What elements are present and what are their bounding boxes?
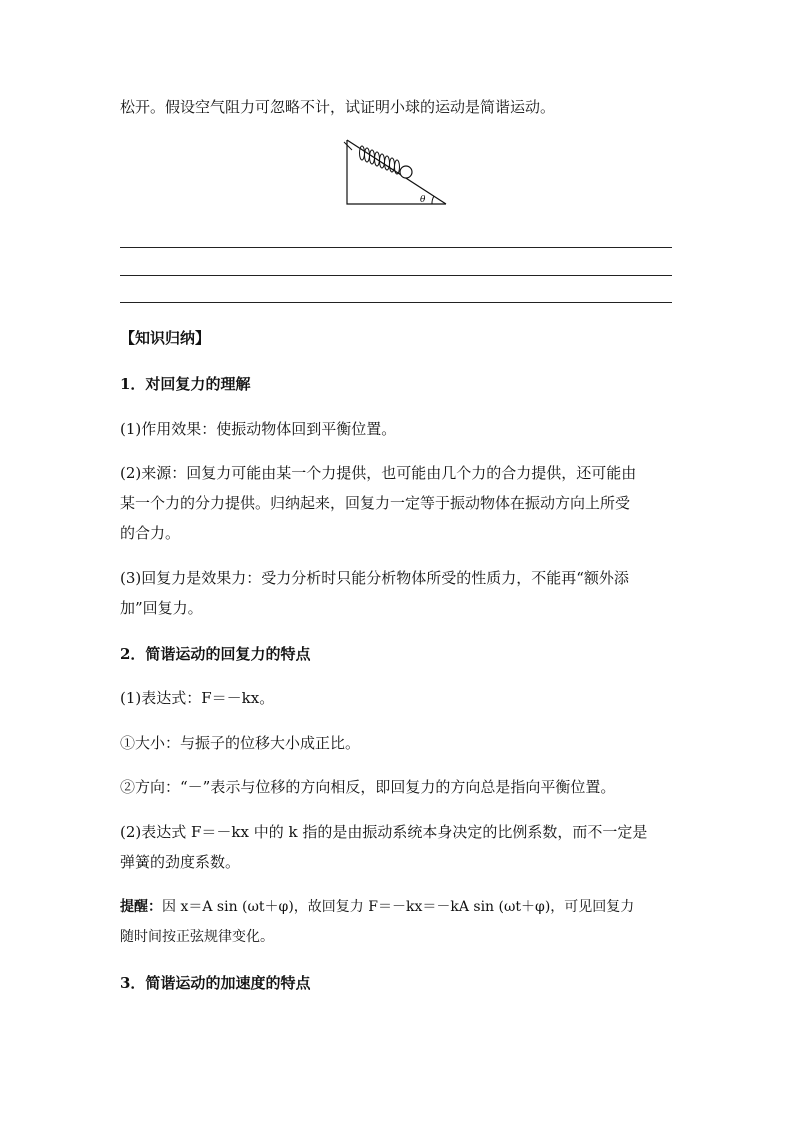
answer-line-3 <box>120 302 672 303</box>
answer-line-2 <box>120 275 672 276</box>
point1-heading: 1．对回复力的理解 <box>120 375 251 393</box>
point3-heading: 3．简谐运动的加速度的特点 <box>120 974 311 992</box>
point2-item2-line2: 弹簧的劲度系数。 <box>120 853 241 871</box>
point1-item2-line2: 某一个力的分力提供。归纳起来，回复力一定等于振动物体在振动方向上所受 <box>120 494 631 512</box>
point1-item1: (1)作用效果：使振动物体回到平衡位置。 <box>120 420 397 438</box>
tip-label: 提醒： <box>120 899 162 915</box>
tip-text-1: 因 x＝A sin (ωt＋φ)，故回复力 F＝－kx＝－kA sin (ωt＋φ)，可见回复力 <box>162 899 635 915</box>
incline-spring-diagram <box>340 138 452 208</box>
point1-item2-line3: 的合力。 <box>120 524 181 542</box>
point1-item2-line1: (2)来源：回复力可能由某一个力提供，也可能由几个力的合力提供，还可能由 <box>120 464 637 482</box>
tip-line2: 随时间按正弦规律变化。 <box>120 929 274 945</box>
point2-item2-line1: (2)表达式 F＝－kx 中的 k 指的是由振动系统本身决定的比例系数，而不一定是 <box>120 823 648 841</box>
incline-spring-figure <box>340 138 452 208</box>
tip-line1 <box>120 897 676 917</box>
point2-sub1: ①大小：与振子的位移大小成正比。 <box>120 734 361 752</box>
point1-item3-line1: (3)回复力是效果力：受力分析时只能分析物体所受的性质力，不能再“额外添 <box>120 569 629 587</box>
point2-sub2: ②方向：“－”表示与位移的方向相反，即回复力的方向总是指向平衡位置。 <box>120 778 616 796</box>
point1-item3-line2: 加”回复力。 <box>120 599 203 617</box>
point2-item1: (1)表达式：F＝－kx。 <box>120 689 275 707</box>
angle-label: θ <box>420 195 426 205</box>
section-title: 【知识归纳】 <box>120 329 211 347</box>
answer-line-1 <box>120 247 672 248</box>
intro-line: 松开。假设空气阻力可忽略不计，试证明小球的运动是简谐运动。 <box>120 98 556 116</box>
point2-heading: 2．简谐运动的回复力的特点 <box>120 645 311 663</box>
